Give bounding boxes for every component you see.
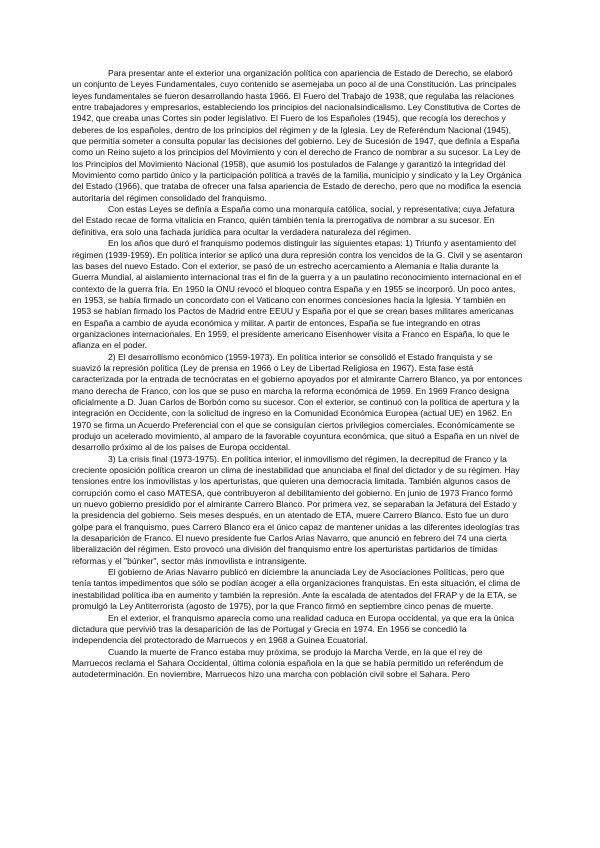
document-page [72,68,524,681]
paragraph-etapa-triunfo: En los años que duró el franquismo podemos distinguir las siguientes etapas: 1) Triunfo y asentamiento del régimen (1939-1959). En política interior se aplicó una dura represión contra los vencidos de la G. Civil y se asentaron las bases del nuevo Estado. Con el exterior, se pasó de un estrecho acercamiento a Alemania e Italia durante la Guerra Mundial, al aislamiento internacional tras el fin de la guerra y a un paulatino reconocimiento internacional en el contexto de la guerra fría. En 1950 la ONU revocó el bloqueo contra España y en 1955 se incorporó. Un poco antes, en 1953, se había firmado un concordato con el Vaticano con enormes concesiones hacia la Iglesia. Y también en 1953 se habían firmado los Pactos de Madrid entre EEUU y España por el que se crean bases militares americanas en España a cambio de ayuda económica y militar. A partir de entonces, España se fue integrando en otras organizaciones internacionales. En 1959, el presidente americano Eisenhower visita a Franco en España, lo que le afianza en el poder. [72,238,523,351]
paragraph-etapa-desarrollismo: 2) El desarrollismo económico (1959-1973). En política interior se consolidó el Estado franquista y se suavizó la represión política (Ley de prensa en 1966 o Ley de Libertad Religiosa en 1967). Esta fase está caracterizada por la entrada de tecnócratas en el gobierno apoyados por el almirante Carrero Blanco, ya por entonces mano derecha de Franco, con los que se puso en marcha la reforma económica de 1959. En 1969 Franco designa oficialmente a D. Juan Carlos de Borbón como su sucesor. Con el exterior, se continuó con la política de apertura y la integración en Occidente, con la solicitud de ingreso en la Comunidad Económica Europea (actual UE) en 1962. En 1970 se firma un Acuerdo Preferencial con el que se consiguían ciertos privilegios comerciales. Económicamente se produjo un acelerado movimiento, al amparo de la favorable coyuntura económica, que situó a España en un nivel de desarrollo próximo al de los países de Europa occidental. [72,351,523,453]
paragraph-leyes-fundamentales: Para presentar ante el exterior una organización política con apariencia de Estado de Derecho, se elaboró un conjunto de Leyes Fundamentales, cuyo contenido se asemejaba un poco al de una Constitución. Las principales leyes fundamentales se fueron desarrollando hasta 1966. El Fuero del Trabajo de 1938, que regulaba las relaciones entre trabajadores y empresarios, estableciendo los principios del nacionalsindicalismo. Ley Constitutiva de Cortes de 1942, que creaba unas Cortes sin poder legislativo. El Fuero de los Españoles (1945), que recogía los derechos y deberes de los españoles, dentro de los principios del régimen y de la Iglesia. Ley de Referéndum Nacional (1945), que permitía someter a consulta popular las decisiones del gobierno. Ley de Sucesión de 1947, que definía a España como un Reino sujeto a los principios del Movimiento y con el derecho de Franco de nombrar a su sucesor. La Ley de los Principios del Movimiento Nacional (1958), que asumió los postulados de Falange y garantizó la integridad del Movimiento como partido único y la participación política a través de la familia, municipio y sindicato y la Ley Orgánica del Estado (1966), que trataba de ofrecer una falsa apariencia de Estado de derecho, pero que no modifica la esencia autoritaria del régimen consolidado del franquismo. [72,68,522,203]
paragraph-arias-navarro: El gobierno de Arias Navarro publicó en diciembre la anunciada Ley de Asociaciones Políticas, pero que tenía tantos impedimentos que sólo se podían acoger a ella organizaciones franquistas. En esta situación, el clima de inestabilidad política iba en aumento y también la represión. Ante la escalada de atentados del FRAP y de la ETA, se promulgó la Ley Antiterrorista (agosto de 1975), por la que Franco firmó en septiembre cinco penas de muerte. [72,567,521,612]
paragraph-exterior: En el exterior, el franquismo aparecía como una realidad caduca en Europa occidental, ya que era la única dictadura que pervivió tras la desaparición de las de Portugal y Grecia en 1974. En 1956 se concedió la independencia del protectorado de Marruecos y en 1968 a Guinea Ecuatorial. [72,612,515,646]
paragraph-etapa-crisis-final: 3) La crisis final (1973-1975). En política interior, el inmovilismo del régimen, la decrepitud de Franco y la creciente oposición política crearon un clima de inestabilidad que anunciaba el final del dictador y de su régimen. Hay tensiones entre los inmovilistas y los aperturistas, que quieren una democracia limitada. También algunos casos de corrupción como el caso MATESA, que contribuyeron al debilitamiento del gobierno. En junio de 1973 Franco formó un nuevo gobierno presidido por el almirante Carrero Blanco. Por primera vez, se separaban la Jefatura del Estado y la presidencia del gobierno. Seis meses después, en un atentado de ETA, muere Carrero Blanco. Esto fue un duro golpe para el franquismo, pues Carrero Blanco era el único capaz de mantener unidas a las diferentes ideologías tras la desaparición de Franco. El nuevo presidente fue Carlos Arias Navarro, que anunció en febrero del 74 una cierta liberalización del régimen. Esto provocó una división del franquismo entre los aperturistas partidarios de tímidas reformas y el "búnker", sector más inmovilista e intransigente. [72,453,520,566]
paragraph-marcha-verde: Cuando la muerte de Franco estaba muy próxima, se produjo la Marcha Verde, en la que el rey de Marruecos reclama el Sahara Occidental, última colonia española en la que se había permitido un referéndum de autodeterminación. En noviembre, Marruecos hizo una marcha con población civil sobre el Sahara. Pero [72,646,504,680]
paragraph-definicion-espana: Con estas Leyes se definía a España como una monarquía católica, social, y representativa; cuya Jefatura del Estado recae de forma vitalicia en Franco, quién también tenía la prerrogativa de nombrar a su sucesor. En definitiva, era solo una fachada jurídica para ocultar la verdadera naturaleza del régimen. [72,204,515,237]
